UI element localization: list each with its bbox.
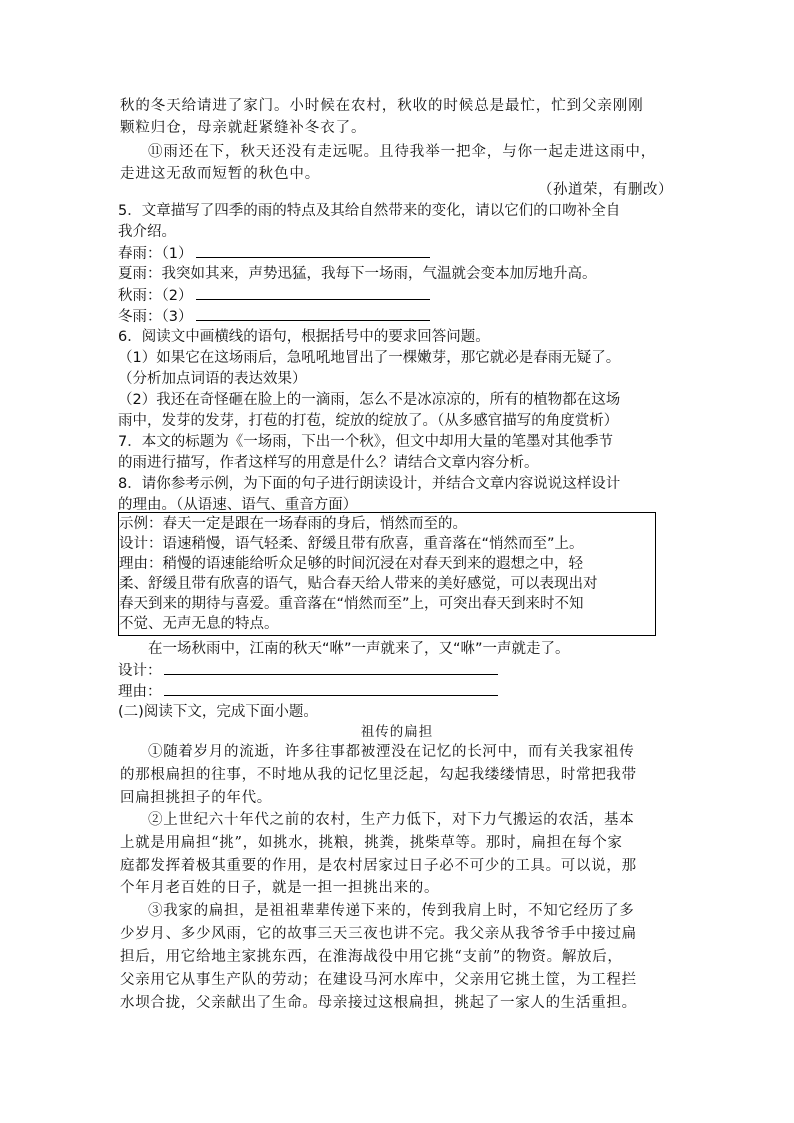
article-paragraph-2: 个年月老百姓的日子，就是一担一担挑出来的。: [120, 880, 440, 896]
question-8-stem: 8．请你参考示例，为下面的句子进行朗读设计，并结合文章内容说说这样设计: [118, 476, 621, 492]
reason-answer-line: [118, 681, 498, 702]
passage-line: 走进这无敌而短暂的秋色中。: [120, 166, 321, 182]
article-paragraph-3: 父亲用它从事生产队的劳动；在建设马河水库中，父亲用它挑土筐，为工程拦: [120, 972, 637, 988]
passage-paragraph-11: ⑪雨还在下，秋天还没有走远呢。且待我举一把伞，与你一起走进这雨中，: [148, 144, 657, 160]
answer-blank[interactable]: [196, 243, 430, 258]
example-line: 理由：稍慢的语速能给听众足够的时间沉浸在对春天到来的遐想之中，轻: [119, 556, 583, 572]
question-6-stem: 6．阅读文中画横线的语句，根据括号中的要求回答问题。: [118, 329, 490, 345]
question-7-stem: 7．本文的标题为《一场雨，下出一个秋》，但文中却用大量的笔墨对其他季节: [118, 434, 613, 450]
reason-label: 理由：: [118, 684, 162, 700]
article-paragraph-3: 水坝合拢，父亲献出了生命。母亲接过这根扁担，挑起了一家人的生活重担。: [120, 995, 637, 1011]
question-6-sub2: 雨中，发芽的发芽，打苞的打苞，绽放的绽放了。（从多感官描写的角度赏析）: [118, 413, 619, 429]
autumn-label: 秋雨：（2）: [118, 288, 193, 304]
section-heading: (二)阅读下文，完成下面小题。: [118, 704, 318, 720]
answer-blank[interactable]: [196, 306, 430, 321]
answer-blank[interactable]: [164, 681, 498, 696]
article-paragraph-1: 的那根扁担的往事，不时地从我的记忆里泛起，勾起我缕缕情思，时常把我带: [120, 767, 637, 783]
example-line: 春天到来的期待与喜爱。重音落在“悄然而至”上，可突出春天到来时不知: [119, 596, 584, 612]
question-7-stem: 的雨进行描写，作者这样写的用意是什么？请结合文章内容分析。: [118, 455, 539, 471]
passage-line: 颗粒归仓，母亲就赶紧缝补冬衣了。: [120, 120, 367, 136]
article-paragraph-2: 上就是用扁担“挑”，如挑水，挑粮，挑粪，挑柴草等。那时，扁担在每个家: [120, 835, 623, 851]
question-5-stem: 我介绍。: [118, 224, 176, 240]
question-8-stem: 的理由。（从语速、语气、重音方面）: [118, 497, 358, 513]
question-6-sub1: （分析加点词语的表达效果）: [118, 371, 307, 387]
example-line: 柔、舒缓且带有欣喜的语气，贴合春天给人带来的美好感觉，可以表现出对: [119, 576, 598, 592]
question-6-sub1: （1）如果它在这场雨后，急吼吼地冒出了一棵嫩芽，那它就必是春雨无疑了。: [118, 350, 621, 366]
example-line: 设计：语速稍慢，语气轻柔、舒缓且带有欣喜，重音落在“悄然而至”上。: [119, 536, 584, 552]
question-6-sub2: （2）我还在奇怪砸在脸上的一滴雨，怎么不是冰凉凉的，所有的植物都在这场: [118, 392, 621, 408]
article-paragraph-3: ③我家的扁担，是祖祖辈辈传递下来的，传到我肩上时，不知它经历了多: [148, 903, 635, 919]
article-paragraph-2: ②上世纪六十年代之前的农村，生产力低下，对下力气搬运的农活，基本: [148, 812, 635, 828]
article-paragraph-1: 回扁担挑担子的年代。: [120, 790, 272, 806]
answer-blank[interactable]: [164, 660, 498, 675]
winter-label: 冬雨：（3）: [118, 309, 193, 325]
answer-line-summer: 夏雨：我突如其来，声势迅猛，我每下一场雨，气温就会变本加厉地升高。: [118, 266, 597, 282]
answer-line-autumn: [118, 285, 430, 306]
answer-blank[interactable]: [196, 285, 430, 300]
answer-line-winter: [118, 306, 430, 327]
spring-label: 春雨：（1）: [118, 246, 193, 262]
example-line: 不觉、无声无息的特点。: [119, 616, 279, 632]
article-paragraph-2: 庭都发挥着极其重要的作用，是农村居家过日子必不可少的工具。可以说，那: [120, 858, 637, 874]
design-answer-line: [118, 660, 498, 681]
example-line: 示例：春天一定是跟在一场春雨的身后，悄然而至的。: [119, 516, 467, 532]
question-5-stem: 5．文章描写了四季的雨的特点及其给自然带来的变化，请以它们的口吻补全自: [118, 203, 621, 219]
article-paragraph-1: ①随着岁月的流逝，许多往事都被湮没在记忆的长河中，而有关我家祖传: [148, 744, 635, 760]
article-title: 祖传的扁担: [360, 724, 434, 740]
article-paragraph-3: 担后，用它给地主家挑东西，在淮海战役中用它挑“支前”的物资。解放后，: [120, 949, 623, 965]
article-paragraph-3: 少岁月、多少风雨，它的故事三天三夜也讲不完。我父亲从我爷爷手中接过扁: [120, 926, 637, 942]
question-8-sentence: 在一场秋雨中，江南的秋天“咻”一声就来了，又“咻”一声就走了。: [148, 641, 570, 657]
design-label: 设计：: [118, 663, 162, 679]
source-attribution: （孙道荣，有删改）: [538, 182, 673, 198]
answer-line-spring: [118, 243, 430, 264]
passage-line: 秋的冬天给请进了家门。小时候在农村，秋收的时候总是最忙，忙到父亲刚刚: [120, 98, 644, 114]
